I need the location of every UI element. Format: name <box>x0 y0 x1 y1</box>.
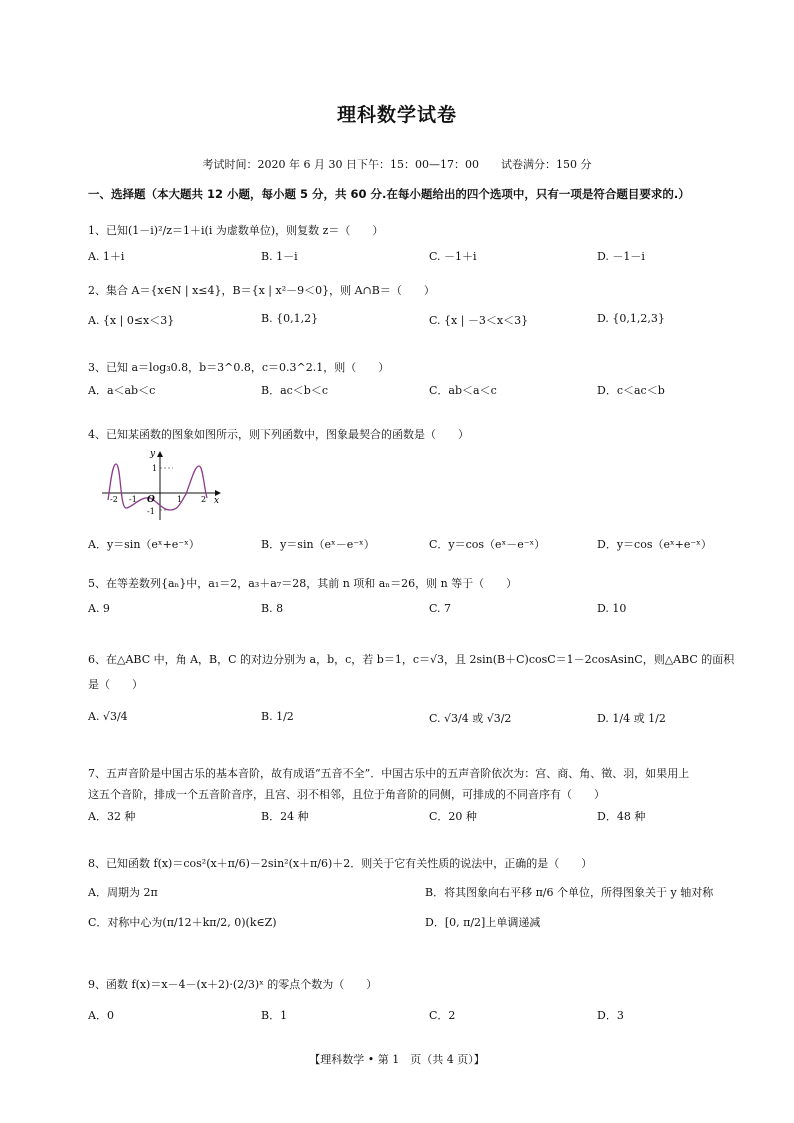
graph-curve <box>108 464 207 510</box>
question-5-stem: 5、在等差数列{aₙ}中，a₁＝2，a₃＋a₇＝28，其前 n 项和 aₙ＝26，则 n 等于（ ） <box>88 577 518 590</box>
question-2-stem: 2、集合 A＝{x∈N | x≤4}，B＝{x | x²－9＜0}，则 A∩B＝（ ） <box>88 284 435 297</box>
q2-option-b: B. {0,1,2} <box>261 312 319 325</box>
q1-option-b: B. 1－i <box>261 250 298 263</box>
question-3-stem: 3、已知 a＝log₃0.8，b＝3^0.8，c＝0.3^2.1，则（ ） <box>88 361 390 374</box>
question-8-stem: 8、已知函数 f(x)＝cos²(x＋π/6)－2sin²(x＋π/6)＋2．则关于它有关性质的说法中，正确的是（ ） <box>88 857 593 870</box>
exam-info: 考试时间：2020 年 6 月 30 日下午：15：00—17：00 试卷满分：150 分 <box>202 158 592 171</box>
graph-label-x2: 2 <box>201 495 207 504</box>
q2-option-d: D. {0,1,2,3} <box>597 312 665 325</box>
q4-option-b: B．y＝sin（eˣ－e⁻ˣ） <box>261 538 375 551</box>
q7-option-d: D．48 种 <box>597 810 646 823</box>
graph-label-ym1: -1 <box>147 507 155 516</box>
graph-label-y1: 1 <box>152 464 158 473</box>
q4-option-a: A．y＝sin（eˣ+e⁻ˣ） <box>88 538 200 551</box>
page-footer: 【理科数学 • 第 1 页（共 4 页）】 <box>309 1053 485 1066</box>
question-7-stem-line2: 这五个音阶，排成一个五音阶音序，且宫、羽不相邻，且位于角音阶的同侧，可排成的不同音序有（ ） <box>88 788 605 801</box>
q5-option-a: A. 9 <box>88 602 110 615</box>
q3-option-c: C．ab＜a＜c <box>429 384 497 397</box>
function-graph <box>98 448 228 523</box>
question-7-stem: 7、五声音阶是中国古乐的基本音阶，故有成语“五音不全”．中国古乐中的五声音阶依次为：宫、商、角、徵、羽，如果用上 <box>88 767 690 780</box>
graph-label-y: y <box>150 449 156 459</box>
q8-option-c: C．对称中心为(π/12＋kπ/2, 0)(k∈Z) <box>88 916 277 929</box>
question-9-stem: 9、函数 f(x)＝x－4－(x＋2)·(2/3)ˣ 的零点个数为（ ） <box>88 978 378 991</box>
q5-option-b: B. 8 <box>261 602 284 615</box>
q6-option-c: C. √3/4 或 √3/2 <box>429 712 512 725</box>
q2-option-c: C. {x | －3＜x＜3} <box>429 314 529 327</box>
page-title: 理科数学试卷 <box>336 104 457 126</box>
q1-option-c: C. －1＋i <box>429 250 477 263</box>
question-1-stem: 1、已知(1－i)²/z＝1＋i(i 为虚数单位)，则复数 z＝（ ） <box>88 224 384 237</box>
q7-option-b: B．24 种 <box>261 810 309 823</box>
q9-option-d: D．3 <box>597 1009 624 1022</box>
q3-option-d: D．c＜ac＜b <box>597 384 665 397</box>
q3-option-b: B．ac＜b＜c <box>261 384 329 397</box>
question-6-stem: 6、在△ABC 中，角 A，B，C 的对边分别为 a，b，c，若 b＝1，c＝√3，且 2sin(B＋C)cosC＝1－2cosAsinC，则△ABC 的面积 <box>88 653 735 666</box>
q9-option-a: A．0 <box>88 1009 114 1022</box>
graph-label-x: x <box>214 496 220 506</box>
graph-label-xm2: -2 <box>110 495 118 504</box>
q2-option-a: A. {x | 0≤x＜3} <box>88 314 175 327</box>
q7-option-a: A．32 种 <box>88 810 136 823</box>
q6-option-d: D. 1/4 或 1/2 <box>597 712 666 725</box>
q5-option-c: C. 7 <box>429 602 452 615</box>
q1-option-a: A. 1＋i <box>88 250 125 263</box>
question-4-stem: 4、已知某函数的图象如图所示，则下列函数中，图象最契合的函数是（ ） <box>88 428 469 441</box>
q4-option-d: D．y＝cos（eˣ+e⁻ˣ） <box>597 538 712 551</box>
question-6-stem-line2: 是（ ） <box>88 678 143 691</box>
q8-option-a: A．周期为 2π <box>88 886 158 899</box>
q3-option-a: A．a＜ab＜c <box>88 384 156 397</box>
q5-option-d: D. 10 <box>597 602 627 615</box>
q6-option-a: A. √3/4 <box>88 710 128 723</box>
graph-label-xm1: -1 <box>129 495 137 504</box>
q8-option-b: B．将其图象向右平移 π/6 个单位，所得图象关于 y 轴对称 <box>425 886 714 899</box>
q6-option-b: B. 1/2 <box>261 710 294 723</box>
q4-option-c: C．y＝cos（eˣ－e⁻ˣ） <box>429 538 546 551</box>
graph-label-x1: 1 <box>177 495 183 504</box>
q9-option-c: C．2 <box>429 1009 456 1022</box>
section-heading: 一、选择题（本大题共 12 小题，每小题 5 分，共 60 分.在每小题给出的四个选项中，只有一项是符合题目要求的.） <box>88 187 690 201</box>
graph-label-origin: O <box>147 495 155 505</box>
q9-option-b: B．1 <box>261 1009 288 1022</box>
q1-option-d: D. －1－i <box>597 250 645 263</box>
q7-option-c: C．20 种 <box>429 810 477 823</box>
q8-option-d: D．[0, π/2]上单调递减 <box>425 916 541 929</box>
